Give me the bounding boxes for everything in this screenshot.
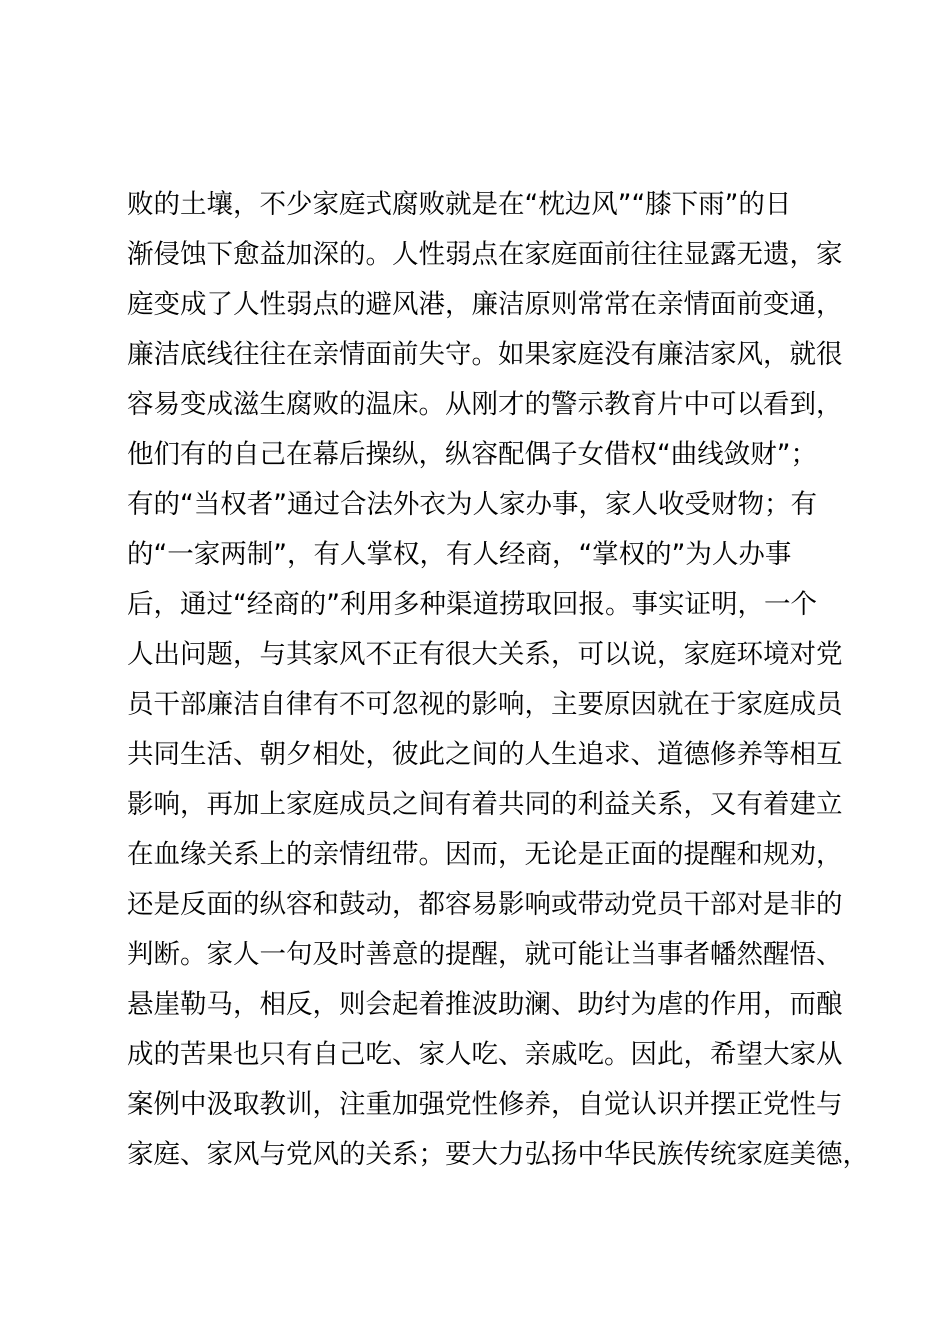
text-line: 有的“当权者”通过合法外衣为人家办事，家人收受财物；有: [127, 489, 817, 520]
text-line: 影响，再加上家庭成员之间有着共同的利益关系，又有着建立: [127, 789, 843, 820]
text-line: 悬崖勒马，相反，则会起着推波助澜、助纣为虐的作用，而酿: [127, 989, 843, 1020]
body-paragraph: [127, 180, 867, 1180]
text-line: 容易变成滋生腐败的温床。从刚才的警示教育片中可以看到，: [127, 389, 843, 420]
text-line: 后，通过“经商的”利用多种渠道捞取回报。事实证明，一个: [127, 589, 817, 620]
text-line: 在血缘关系上的亲情纽带。因而，无论是正面的提醒和规劝，: [127, 839, 843, 870]
text-line: 渐侵蚀下愈益加深的。人性弱点在家庭面前往往显露无遗，家: [127, 239, 843, 270]
text-line: 人出问题，与其家风不正有很大关系，可以说，家庭环境对党: [127, 639, 843, 670]
text-line: 员干部廉洁自律有不可忽视的影响，主要原因就在于家庭成员: [127, 689, 843, 720]
text-line: 成的苦果也只有自己吃、家人吃、亲戚吃。因此，希望大家从: [127, 1039, 843, 1070]
text-line: 廉洁底线往往在亲情面前失守。如果家庭没有廉洁家风，就很: [127, 339, 843, 370]
text-line: 家庭、家风与党风的关系；要大力弘扬中华民族传统家庭美德，: [127, 1139, 869, 1170]
text-line: 他们有的自己在幕后操纵，纵容配偶子女借权“曲线敛财”；: [127, 439, 817, 470]
text-line: 共同生活、朝夕相处，彼此之间的人生追求、道德修养等相互: [127, 739, 843, 770]
text-line: 的“一家两制”，有人掌权，有人经商，“掌权的”为人办事: [127, 539, 792, 570]
text-line: 庭变成了人性弱点的避风港，廉洁原则常常在亲情面前变通，: [127, 289, 843, 320]
text-line: 判断。家人一句及时善意的提醒，就可能让当事者幡然醒悟、: [127, 939, 843, 970]
text-line: 败的土壤，不少家庭式腐败就是在“枕边风”“膝下雨”的日: [127, 189, 792, 220]
text-line: 还是反面的纵容和鼓动，都容易影响或带动党员干部对是非的: [127, 889, 843, 920]
text-line: 案例中汲取教训，注重加强党性修养，自觉认识并摆正党性与: [127, 1089, 843, 1120]
